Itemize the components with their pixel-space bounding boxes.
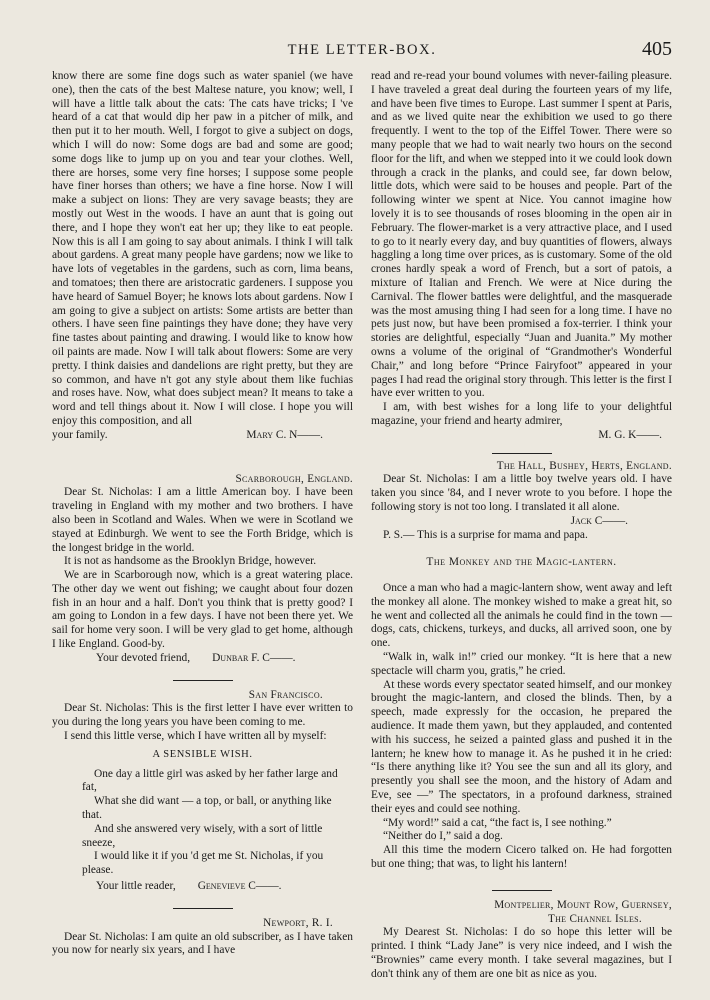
section-divider bbox=[173, 680, 233, 681]
letter-signoff bbox=[371, 515, 672, 529]
letter-closing: Your little reader, bbox=[96, 880, 176, 893]
section-divider bbox=[173, 908, 233, 909]
letter-body: know there are some fine dogs such as water spaniel (we have one), then the cats of the best Maltese nature, you know; well, I will have a little talk about the cats: The cats have tricks; I 've heard of a cat that would dip her paw in a pitcher of milk, and then put it to her mouth. Well, I forgot to give a subject on dogs, which I will do now: Some dogs are bad and some are good; some dogs like to jump up on you and tear your clothes. Well, there are horses, some very fine horses; I suppose some people have finer horses than others; we have a fine horse. Now I will make a subject on lions: They are very savage beasts; they are mostly out West in the woods. I have an aunt that is going out there, and I hope they won't eat her up; they like to eat people. Now this is all I am going to say about animals. I think I will talk about gardens. A great many people have gardens; now we like to have lots of vegetables in the gardens, such as corn, lima beans, and tomatoes; then there are aristocratic gardeners. I suppose you have heard of Samuel Boyer; he knows lots about gardens. Now I am going to give a subject on artists: Some artists are better than others. I have seen fine paintings they have done; they have very fine tastes about painting and drawing. I would like to know how oil paints are made. Now I will talk about flowers: Some are very pretty. I think daisies and dandelions are right pretty, but they are so common, and have n't got any style about them like fuchias and roses have. Now, what does subject mean? It means to take a word and tell things about it. Now I will close. I hope you will enjoy this composition, and all bbox=[52, 70, 353, 427]
story-title: The Monkey and the Magic-lantern. bbox=[426, 556, 617, 569]
letter-place: Newport, R. I. bbox=[263, 916, 333, 929]
letter-signoff bbox=[52, 652, 353, 666]
story-paragraph: “My word!” said a cat, “the fact is, I see nothing.” bbox=[383, 816, 612, 829]
letter-signature: Mary C. N——. bbox=[246, 428, 323, 441]
story-paragraph: “Walk in, walk in!” cried our monkey. “It is here that a new spectacle will charm you, gratis,” he cried. bbox=[371, 651, 672, 677]
letter-body: I am, with best wishes for a long life to your delightful magazine, your friend and hearty admirer, bbox=[371, 401, 672, 427]
story-paragraph: Once a man who had a magic-lantern show, went away and left the monkey all alone. The monkey wished to make a great hit, so he went and collected all the animals he could find in the town — dogs, cats, chickens, turkeys, and ducks, all arrived soon, one by one. bbox=[371, 582, 672, 650]
letter-place: The Hall, Bushey, Herts, England. bbox=[496, 459, 672, 472]
letter-signoff bbox=[52, 880, 353, 894]
verse-line: What she did want — a top, or ball, or anything like that. bbox=[82, 795, 332, 822]
right-column bbox=[371, 70, 672, 982]
section-divider bbox=[492, 890, 552, 891]
story-paragraph: “Neither do I,” said a dog. bbox=[383, 830, 503, 843]
page-number: 405 bbox=[642, 38, 672, 60]
letter-signature: M. G. K——. bbox=[598, 428, 662, 441]
letter-signoff bbox=[371, 429, 672, 443]
letter-place: San Francisco. bbox=[248, 688, 323, 701]
postscript: P. S.— This is a surprise for mama and papa. bbox=[383, 528, 588, 541]
left-column bbox=[52, 70, 353, 982]
section-title: THE LETTER-BOX. bbox=[287, 42, 437, 58]
letter-closing: Your devoted friend, bbox=[96, 651, 191, 664]
running-head bbox=[52, 40, 672, 70]
letter-body: Dear St. Nicholas: I am a little American boy. I have been traveling in England with my mother and two brothers. I have also been in Scotland and Wales. When we were in Scotland we stayed at Edinburgh. We went to see the Forth Bridge, which is the longest bridge in the world. bbox=[52, 486, 353, 554]
letter-signature: Genevieve C——. bbox=[197, 880, 282, 893]
letter-signature: Jack C——. bbox=[570, 514, 628, 527]
letter-body: We are in Scarborough now, which is a great watering place. The other day we went out fishing; we caught about four dozen fish in an hour and a half. Don't you think that is pretty good? I am going to London in a few days. I have not been there yet. We sail for home very soon. I will be very glad to get home, although I like England. Good-by. bbox=[52, 569, 353, 651]
story-paragraph: All this time the modern Cicero talked on. He had forgotten but one thing; that was, to light his lantern! bbox=[371, 844, 672, 871]
letter-signature: Dunbar F. C——. bbox=[212, 651, 296, 664]
letter-place: Scarborough, England. bbox=[235, 472, 353, 485]
story-paragraph: At these words every spectator seated himself, and our monkey brought the magic-lantern, and closed the blinds. Then, by a speech, made expressly for the occasion, he prepared the audience. It made them yawn, but they applauded, and contented with his success, he seized a painted glass and pushed it in the lantern; he knew how to manage it. As he pushed it in he cried: “Is there anything like it? You see the sun and all its glory, and presently you shall see the moon, and the history of Adam and Eve, see —” The spectators, in a profound darkness, strained their eyes and could see nothing. bbox=[371, 678, 672, 815]
verse-line: One day a little girl was asked by her father large and fat, bbox=[82, 767, 338, 794]
letter-body: Dear St. Nicholas: I am quite an old subscriber, as I have taken you now for nearly six years, and I have bbox=[52, 930, 353, 957]
letter-signoff bbox=[52, 429, 353, 443]
poem-title: A SENSIBLE WISH. bbox=[152, 748, 253, 760]
poem-verse bbox=[52, 768, 353, 878]
letter-body: Dear St. Nicholas: This is the first letter I have ever written to you during the long years you have been coming to me. bbox=[52, 702, 353, 729]
two-column-body bbox=[52, 70, 672, 982]
letter-place: Montpelier, Mount Row, Guernsey, The Channel Isles. bbox=[494, 898, 672, 925]
letter-body: I send this little verse, which I have written all by myself: bbox=[64, 730, 327, 743]
letter-body: Dear St. Nicholas: I am a little boy twelve years old. I have taken you since '84, and I never wrote to you before. I hope the following story is not too long. I translated it all alone. bbox=[371, 473, 672, 513]
letter-closing: your family. bbox=[52, 428, 108, 441]
verse-line: I would like it if you 'd get me St. Nicholas, if you please. bbox=[82, 850, 324, 877]
section-divider bbox=[492, 453, 552, 454]
letter-body: My Dearest St. Nicholas: I do so hope this letter will be printed. I think “Lady Jane” is very nice indeed, and I wish the “Brownies” came every month. I take several magazines, but I don't think any of them are one bit as nice as you. bbox=[371, 926, 672, 980]
verse-line: And she answered very wisely, with a sort of little sneeze, bbox=[82, 822, 323, 849]
letter-body: read and re-read your bound volumes with never-failing pleasure. I have traveled a great deal during the fourteen years of my life, and have been five times to Europe. Last summer I spent at Paris, and as we lived quite near the exhibition we used to go there frequently. I went to the top of the Eiffel Tower. There were so many people that we had to wait nearly two hours on the second floor for the lift, and when we stepped into it we could look down through a crack in the planks, and could see, far down below, little dots, which were said to be houses and people. Part of the following winter we spent at Nice. You cannot imagine how lovely it is to see thousands of roses blooming in the open air in February. The flower-market is a very attractive place, and I used to go to it nearly every day, and buy quantities of flowers, always haggling a long time over prices, as is customary. Some of the old crones hardly speak a word of French, but a sort of patois, a mixture of Italian and French. We were at Nice during the Carnival. The flower battles were delightful, and the masquerade was the most amusing thing I had seen for a long time. I have no pets just now, but have been promised a fox-terrier. I think your stories are delightful, especially “Juan and Juanita.” My mother owns a volume of the original of “Grandmother's Wonderful Chair,” and long before “Prince Fairyfoot” appeared in your pages I had read the original story through. This letter is the first I have ever written to you. bbox=[371, 70, 672, 400]
letter-body: It is not as handsome as the Brooklyn Bridge, however. bbox=[64, 555, 317, 568]
